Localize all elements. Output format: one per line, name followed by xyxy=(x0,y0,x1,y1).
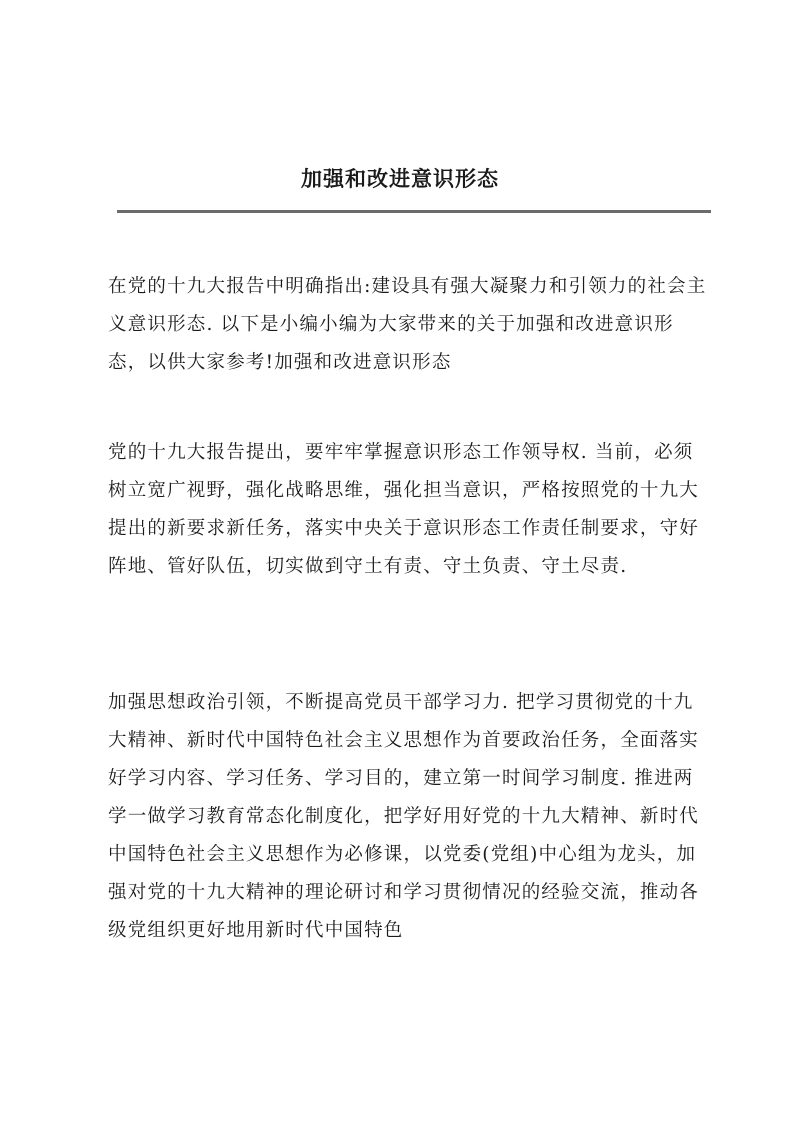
title-divider xyxy=(117,210,711,213)
paragraph-political-guidance: 加强思想政治引领，不断提高党员干部学习力. 把学习贯彻党的十九大精神、新时代中国特色社会主义思想作为首要政治任务，全面落实好学习内容、学习任务、学习目的，建立第一时间学习制度. 推进两学一做学习教育常态化制度化，把学好用好党的十九大精神、新时代中国特色社会主义思想作为必修课，以党委(党组)中心组为龙头，加强对党的十九大精神的理论研讨和学习贯彻情况的经验交流，推动各级党组织更好地用新时代中国特色 xyxy=(108,692,700,941)
paragraph-intro: 在党的十九大报告中明确指出:建设具有强大凝聚力和引领力的社会主义意识形态. 以下是小编小编为大家带来的关于加强和改进意识形态，以供大家参考!加强和改进意识形态 xyxy=(108,276,707,373)
document-title: 加强和改进意识形态 xyxy=(301,166,499,191)
paragraph-leadership: 党的十九大报告提出，要牢牢掌握意识形态工作领导权. 当前，必须树立宽广视野，强化战略思维，强化担当意识，严格按照党的十九大提出的新要求新任务，落实中央关于意识形态工作责任制要求，守好阵地、管好队伍，切实做到守土有责、守土负责、守土尽责. xyxy=(108,442,700,577)
